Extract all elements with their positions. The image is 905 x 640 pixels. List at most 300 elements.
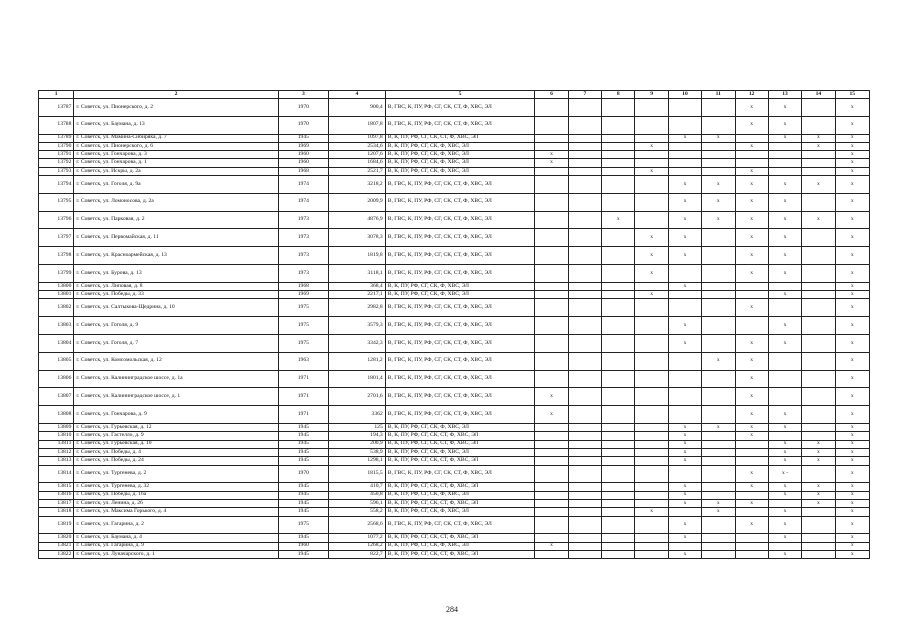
mark-cell-col-13: x xyxy=(768,317,801,335)
mark-cell-col-10: x xyxy=(668,457,701,465)
record-number: 13796 xyxy=(39,211,74,229)
mark-cell-col-7 xyxy=(568,388,601,406)
mark-cell-col-13: x xyxy=(768,193,801,211)
mark-cell-col-15: x xyxy=(835,448,869,456)
address-cell: г. Советск, ул. Гоголя, д. 9а xyxy=(74,176,278,194)
systems-cell: В, ГВС, К, ПУ, РФ, СГ, СК, СТ, Ф, ХВС, ЭЛ xyxy=(385,516,535,534)
mark-cell-col-15: x xyxy=(835,159,869,167)
mark-cell-col-13: x xyxy=(768,440,801,448)
mark-cell-col-13: x xyxy=(768,247,801,265)
mark-cell-col-15: x xyxy=(835,352,869,370)
systems-cell: В, К, ПУ, РФ, СГ, СК, СТ, Ф, ХВС, ЭЛ xyxy=(385,134,535,142)
mark-cell-col-15: x xyxy=(835,508,869,516)
mark-cell-col-11 xyxy=(702,317,735,335)
mark-cell-col-8 xyxy=(602,151,635,159)
mark-cell-col-8 xyxy=(602,176,635,194)
table-row xyxy=(39,352,870,370)
mark-cell-col-6 xyxy=(535,516,568,534)
address-cell: г. Советск, ул. Гагарина, д. 9 xyxy=(74,542,278,550)
year-cell: 1973 xyxy=(278,247,329,265)
mark-cell-col-9 xyxy=(635,550,668,558)
mark-cell-col-13 xyxy=(768,352,801,370)
mark-cell-col-7 xyxy=(568,550,601,558)
systems-cell: В, К, ПУ, РФ, СГ, СК, Ф, ХВС, ЭЛ xyxy=(385,424,535,432)
mark-cell-col-6 xyxy=(535,499,568,507)
mark-cell-col-10: x xyxy=(668,211,701,229)
mark-cell-col-8 xyxy=(602,491,635,499)
area-cell: 1801,4 xyxy=(329,370,386,388)
address-cell: г. Советск, ул. Бурова, д. 13 xyxy=(74,265,278,283)
column-header-10: 10 xyxy=(668,91,701,99)
year-cell: 1945 xyxy=(278,134,329,142)
area-cell: 1298,1 xyxy=(329,457,386,465)
mark-cell-col-14: x xyxy=(802,440,835,448)
mark-cell-col-6 xyxy=(535,229,568,247)
mark-cell-col-6 xyxy=(535,193,568,211)
table-row xyxy=(39,542,870,550)
mark-cell-col-11: x xyxy=(702,134,735,142)
address-cell: г. Советск, ул. Мамина-Сибиряка, д. 7 xyxy=(74,134,278,142)
systems-cell: В, ГВС, К, ПУ, РФ, СГ, СК, СТ, Ф, ХВС, ЭЛ xyxy=(385,370,535,388)
mark-cell-col-8 xyxy=(602,229,635,247)
year-cell: 1970 xyxy=(278,465,329,483)
mark-cell-col-15: x xyxy=(835,432,869,440)
year-cell: 1968 xyxy=(278,167,329,175)
address-cell: г. Советск, ул. Салтыкова-Щедрина, д. 10 xyxy=(74,299,278,317)
year-cell: 1960 xyxy=(278,151,329,159)
address-cell: г. Советск, ул. Гончарова, д. 3 xyxy=(74,151,278,159)
column-header-3: 3 xyxy=(278,91,329,99)
table-row xyxy=(39,457,870,465)
mark-cell-col-7 xyxy=(568,352,601,370)
record-number: 13816 xyxy=(39,491,74,499)
mark-cell-col-15: x xyxy=(835,335,869,353)
address-cell: г. Советск, ул. Победы, д. 33 xyxy=(74,291,278,299)
area-cell: 538,9 xyxy=(329,448,386,456)
mark-cell-col-11 xyxy=(702,167,735,175)
systems-cell: В, К, ПУ, РФ, СГ, СК, СТ, Ф, ХВС, ЭЛ xyxy=(385,457,535,465)
column-header-11: 11 xyxy=(702,91,735,99)
systems-cell: В, К, ПУ, РФ, СГ, СК, Ф, ХВС, ЭЛ xyxy=(385,159,535,167)
mark-cell-col-14 xyxy=(802,550,835,558)
area-cell: 4876,9 xyxy=(329,211,386,229)
mark-cell-col-7 xyxy=(568,491,601,499)
table-row xyxy=(39,432,870,440)
area-cell: 1268,2 xyxy=(329,542,386,550)
table-row xyxy=(39,176,870,194)
mark-cell-col-6 xyxy=(535,440,568,448)
mark-cell-col-13: x xyxy=(768,516,801,534)
mark-cell-col-13 xyxy=(768,299,801,317)
mark-cell-col-7 xyxy=(568,424,601,432)
mark-cell-col-8 xyxy=(602,167,635,175)
mark-cell-col-7 xyxy=(568,299,601,317)
year-cell: 1945 xyxy=(278,483,329,491)
address-cell: г. Советск, ул. Пионерского, д. 2 xyxy=(74,99,278,117)
record-number: 13809 xyxy=(39,424,74,432)
mark-cell-col-14: x xyxy=(802,499,835,507)
mark-cell-col-10 xyxy=(668,99,701,117)
year-cell: 1974 xyxy=(278,193,329,211)
mark-cell-col-7 xyxy=(568,448,601,456)
mark-cell-col-12 xyxy=(735,550,768,558)
mark-cell-col-7 xyxy=(568,134,601,142)
mark-cell-col-7 xyxy=(568,247,601,265)
mark-cell-col-13: x xyxy=(768,176,801,194)
mark-cell-col-14 xyxy=(802,167,835,175)
mark-cell-col-6 xyxy=(535,550,568,558)
mark-cell-col-7 xyxy=(568,499,601,507)
mark-cell-col-10: x xyxy=(668,516,701,534)
mark-cell-col-6 xyxy=(535,282,568,290)
mark-cell-col-11 xyxy=(702,335,735,353)
mark-cell-col-11 xyxy=(702,265,735,283)
record-number: 13821 xyxy=(39,542,74,550)
mark-cell-col-13 xyxy=(768,282,801,290)
mark-cell-col-9: x xyxy=(635,229,668,247)
address-cell: г. Советск, ул. Липовая, д. 8 xyxy=(74,282,278,290)
mark-cell-col-11 xyxy=(702,465,735,483)
year-cell: 1968 xyxy=(278,282,329,290)
area-cell: 2217,1 xyxy=(329,291,386,299)
record-number: 13799 xyxy=(39,265,74,283)
mark-cell-col-11 xyxy=(702,291,735,299)
record-number: 13814 xyxy=(39,465,74,483)
mark-cell-col-12: x xyxy=(735,406,768,424)
year-cell: 1975 xyxy=(278,299,329,317)
mark-cell-col-12 xyxy=(735,440,768,448)
mark-cell-col-12: x xyxy=(735,116,768,134)
table-row xyxy=(39,167,870,175)
mark-cell-col-8 xyxy=(602,159,635,167)
mark-cell-col-11 xyxy=(702,159,735,167)
area-cell: 2568,6 xyxy=(329,516,386,534)
mark-cell-col-12: x xyxy=(735,465,768,483)
address-cell: г. Советск, ул. Гончарова, д. 1 xyxy=(74,159,278,167)
table-row xyxy=(39,229,870,247)
mark-cell-col-12: x xyxy=(735,229,768,247)
record-number: 13806 xyxy=(39,370,74,388)
mark-cell-col-7 xyxy=(568,432,601,440)
record-number: 13803 xyxy=(39,317,74,335)
mark-cell-col-13: x xyxy=(768,508,801,516)
mark-cell-col-6 xyxy=(535,134,568,142)
mark-cell-col-6 xyxy=(535,465,568,483)
mark-cell-col-6 xyxy=(535,370,568,388)
mark-cell-col-10: x xyxy=(668,483,701,491)
mark-cell-col-10: x xyxy=(668,176,701,194)
address-cell: г. Советск, ул. Гастелло, д. 9 xyxy=(74,432,278,440)
mark-cell-col-13: x xyxy=(768,335,801,353)
mark-cell-col-6 xyxy=(535,483,568,491)
table-row xyxy=(39,550,870,558)
mark-cell-col-10: x xyxy=(668,550,701,558)
mark-cell-col-15: x xyxy=(835,465,869,483)
mark-cell-col-8 xyxy=(602,99,635,117)
mark-cell-col-9 xyxy=(635,335,668,353)
mark-cell-col-9 xyxy=(635,151,668,159)
systems-cell: В, ГВС, К, ПУ, РФ, СГ, СК, СТ, Ф, ХВС, ЭЛ xyxy=(385,176,535,194)
mark-cell-col-14 xyxy=(802,159,835,167)
mark-cell-col-14: x xyxy=(802,457,835,465)
record-number: 13820 xyxy=(39,534,74,542)
mark-cell-col-14: x xyxy=(802,176,835,194)
mark-cell-col-9 xyxy=(635,457,668,465)
mark-cell-col-10: x xyxy=(668,247,701,265)
mark-cell-col-7 xyxy=(568,229,601,247)
record-number: 13804 xyxy=(39,335,74,353)
table-row xyxy=(39,534,870,542)
mark-cell-col-14: x xyxy=(802,448,835,456)
mark-cell-col-15: x xyxy=(835,291,869,299)
mark-cell-col-11 xyxy=(702,370,735,388)
systems-cell: В, ГВС, К, ПУ, РФ, СГ, СК, СТ, Ф, ХВС, ЭЛ xyxy=(385,388,535,406)
area-cell: 1281,2 xyxy=(329,352,386,370)
mark-cell-col-12: x xyxy=(735,388,768,406)
mark-cell-col-6 xyxy=(535,167,568,175)
mark-cell-col-10 xyxy=(668,542,701,550)
table-row xyxy=(39,193,870,211)
mark-cell-col-11: x xyxy=(702,499,735,507)
table-body xyxy=(39,99,870,559)
systems-cell: В, ГВС, К, ПУ, РФ, СГ, СК, СТ, Ф, ХВС, ЭЛ xyxy=(385,299,535,317)
mark-cell-col-12 xyxy=(735,159,768,167)
mark-cell-col-15: x xyxy=(835,388,869,406)
mark-cell-col-6 xyxy=(535,265,568,283)
systems-cell: В, К, ПУ, РФ, СГ, СК, СТ, Ф, ХВС, ЭЛ xyxy=(385,550,535,558)
mark-cell-col-7 xyxy=(568,159,601,167)
mark-cell-col-12 xyxy=(735,491,768,499)
systems-cell: В, К, ПУ, РФ, СГ, СК, Ф, ХВС, ЭЛ xyxy=(385,151,535,159)
mark-cell-col-6 xyxy=(535,291,568,299)
mark-cell-col-11 xyxy=(702,483,735,491)
mark-cell-col-11: x xyxy=(702,424,735,432)
mark-cell-col-7 xyxy=(568,370,601,388)
systems-cell: В, ГВС, К, ПУ, РФ, СГ, СК, СТ, Ф, ХВС, ЭЛ xyxy=(385,211,535,229)
mark-cell-col-6 xyxy=(535,352,568,370)
mark-cell-col-10 xyxy=(668,299,701,317)
mark-cell-col-11: x xyxy=(702,193,735,211)
table-row xyxy=(39,211,870,229)
table-row xyxy=(39,388,870,406)
mark-cell-col-8 xyxy=(602,440,635,448)
address-cell: г. Советск, ул. Калининградское шоссе, д. 1а xyxy=(74,370,278,388)
area-cell: 2534,6 xyxy=(329,142,386,150)
area-cell: 1807,8 xyxy=(329,116,386,134)
mark-cell-col-13 xyxy=(768,167,801,175)
mark-cell-col-12: x xyxy=(735,265,768,283)
mark-cell-col-10: x xyxy=(668,440,701,448)
area-cell: 2521,7 xyxy=(329,167,386,175)
mark-cell-col-6 xyxy=(535,116,568,134)
table-row xyxy=(39,465,870,483)
mark-cell-col-12: x xyxy=(735,193,768,211)
table-row xyxy=(39,151,870,159)
area-cell: 2701,6 xyxy=(329,388,386,406)
mark-cell-col-13 xyxy=(768,388,801,406)
table-row xyxy=(39,142,870,150)
year-cell: 1945 xyxy=(278,424,329,432)
mark-cell-col-10: x xyxy=(668,134,701,142)
mark-cell-col-8 xyxy=(602,291,635,299)
year-cell: 1971 xyxy=(278,406,329,424)
mark-cell-col-11 xyxy=(702,406,735,424)
mark-cell-col-7 xyxy=(568,99,601,117)
systems-cell: В, ГВС, К, ПУ, РФ, СГ, СК, СТ, Ф, ХВС, ЭЛ xyxy=(385,465,535,483)
mark-cell-col-13: x xyxy=(768,229,801,247)
mark-cell-col-14 xyxy=(802,265,835,283)
mark-cell-col-8 xyxy=(602,550,635,558)
column-header-7: 7 xyxy=(568,91,601,99)
mark-cell-col-8 xyxy=(602,193,635,211)
mark-cell-col-14 xyxy=(802,406,835,424)
area-cell: 1077,2 xyxy=(329,534,386,542)
mark-cell-col-15: x xyxy=(835,265,869,283)
mark-cell-col-15: x xyxy=(835,516,869,534)
address-cell: г. Советск, ул. Калининградское шоссе, д. 1 xyxy=(74,388,278,406)
record-number: 13798 xyxy=(39,247,74,265)
mark-cell-col-11 xyxy=(702,516,735,534)
year-cell: 1975 xyxy=(278,335,329,353)
mark-cell-col-15: x xyxy=(835,499,869,507)
address-cell: г. Советск, ул. Первомайская, д. 11 xyxy=(74,229,278,247)
record-number: 13817 xyxy=(39,499,74,507)
mark-cell-col-11 xyxy=(702,388,735,406)
area-cell: 194,3 xyxy=(329,432,386,440)
mark-cell-col-14 xyxy=(802,465,835,483)
mark-cell-col-11 xyxy=(702,247,735,265)
table-row xyxy=(39,265,870,283)
mark-cell-col-6 xyxy=(535,508,568,516)
area-cell: 200,9 xyxy=(329,440,386,448)
mark-cell-col-8 xyxy=(602,534,635,542)
column-header-15: 15 xyxy=(835,91,869,99)
systems-cell: В, ГВС, К, ПУ, РФ, СГ, СК, СТ, Ф, ХВС, ЭЛ xyxy=(385,317,535,335)
record-number: 13800 xyxy=(39,282,74,290)
year-cell: 1945 xyxy=(278,432,329,440)
address-cell: г. Советск, ул. Ломоносова, д. 2а xyxy=(74,193,278,211)
record-number: 13818 xyxy=(39,508,74,516)
mark-cell-col-8 xyxy=(602,335,635,353)
year-cell: 1973 xyxy=(278,265,329,283)
mark-cell-col-13: x xyxy=(768,457,801,465)
record-number: 13788 xyxy=(39,116,74,134)
address-cell: г. Советск, ул. Победы, д. 16а xyxy=(74,491,278,499)
table-row xyxy=(39,499,870,507)
mark-cell-col-8 xyxy=(602,265,635,283)
year-cell: 1945 xyxy=(278,491,329,499)
mark-cell-col-6 xyxy=(535,317,568,335)
table-row xyxy=(39,448,870,456)
record-number: 13791 xyxy=(39,151,74,159)
table-row xyxy=(39,483,870,491)
housing-registry-table xyxy=(38,90,870,559)
mark-cell-col-13: x xyxy=(768,406,801,424)
year-cell: 1973 xyxy=(278,211,329,229)
record-number: 13805 xyxy=(39,352,74,370)
area-cell: 1097,8 xyxy=(329,134,386,142)
mark-cell-col-8 xyxy=(602,406,635,424)
table-row xyxy=(39,134,870,142)
address-cell: г. Советск, ул. Гончарова, д. 9 xyxy=(74,406,278,424)
mark-cell-col-14 xyxy=(802,508,835,516)
address-cell: г. Советск, ул. Баумана, д. 13 xyxy=(74,116,278,134)
year-cell: 1971 xyxy=(278,388,329,406)
area-cell: 368,4 xyxy=(329,282,386,290)
mark-cell-col-11: x xyxy=(702,352,735,370)
address-cell: г. Советск, ул. Искры, д. 2а xyxy=(74,167,278,175)
mark-cell-col-10 xyxy=(668,508,701,516)
systems-cell: В, ГВС, К, ПУ, РФ, СГ, СК, СТ, Ф, ХВС, ЭЛ xyxy=(385,406,535,424)
mark-cell-col-10: x xyxy=(668,335,701,353)
column-header-1: 1 xyxy=(39,91,74,99)
table-row xyxy=(39,424,870,432)
address-cell: г. Советск, ул. Гурьевская, д. 12 xyxy=(74,424,278,432)
mark-cell-col-7 xyxy=(568,193,601,211)
mark-cell-col-15: x xyxy=(835,282,869,290)
mark-cell-col-11 xyxy=(702,142,735,150)
year-cell: 1960 xyxy=(278,159,329,167)
record-number: 13812 xyxy=(39,448,74,456)
address-cell: г. Советск, ул. Гоголя, д. 9 xyxy=(74,317,278,335)
mark-cell-col-9 xyxy=(635,432,668,440)
mark-cell-col-12 xyxy=(735,542,768,550)
mark-cell-col-6 xyxy=(535,432,568,440)
mark-cell-col-12 xyxy=(735,448,768,456)
year-cell: 1945 xyxy=(278,508,329,516)
year-cell: 1971 xyxy=(278,370,329,388)
mark-cell-col-11 xyxy=(702,282,735,290)
table-row xyxy=(39,516,870,534)
mark-cell-col-11: x xyxy=(702,508,735,516)
column-header-5: 5 xyxy=(385,91,535,99)
address-cell: г. Советск, ул. Парковая, д. 2 xyxy=(74,211,278,229)
mark-cell-col-11 xyxy=(702,116,735,134)
mark-cell-col-7 xyxy=(568,516,601,534)
table-row xyxy=(39,491,870,499)
mark-cell-col-7 xyxy=(568,508,601,516)
mark-cell-col-12: x xyxy=(735,432,768,440)
mark-cell-col-8 xyxy=(602,465,635,483)
area-cell: 822,7 xyxy=(329,550,386,558)
mark-cell-col-11 xyxy=(702,432,735,440)
area-cell: 125 xyxy=(329,424,386,432)
mark-cell-col-9 xyxy=(635,370,668,388)
record-number: 13793 xyxy=(39,167,74,175)
systems-cell: В, К, ПУ, РФ, СГ, СК, СТ, Ф, ХВС, ЭЛ xyxy=(385,499,535,507)
year-cell: 1975 xyxy=(278,317,329,335)
area-cell: 1207,6 xyxy=(329,151,386,159)
mark-cell-col-12 xyxy=(735,151,768,159)
systems-cell: В, К, ПУ, РФ, СГ, СК, Ф, ХВС, ЭЛ xyxy=(385,508,535,516)
mark-cell-col-12: x xyxy=(735,483,768,491)
area-cell: 2982,8 xyxy=(329,299,386,317)
systems-cell: В, К, ПУ, РФ, СГ, СК, Ф, ХВС, ЭЛ xyxy=(385,542,535,550)
mark-cell-col-6 xyxy=(535,247,568,265)
mark-cell-col-12: x xyxy=(735,516,768,534)
area-cell: 410,7 xyxy=(329,483,386,491)
mark-cell-col-10: x xyxy=(668,448,701,456)
mark-cell-col-15: x xyxy=(835,483,869,491)
mark-cell-col-8 xyxy=(602,352,635,370)
mark-cell-col-15: x xyxy=(835,491,869,499)
column-header-4: 4 xyxy=(329,91,386,99)
mark-cell-col-6 xyxy=(535,491,568,499)
year-cell: 1970 xyxy=(278,99,329,117)
address-cell: г. Советск, ул. Гоголя, д. 7 xyxy=(74,335,278,353)
mark-cell-col-13: x xyxy=(768,291,801,299)
mark-cell-col-7 xyxy=(568,440,601,448)
